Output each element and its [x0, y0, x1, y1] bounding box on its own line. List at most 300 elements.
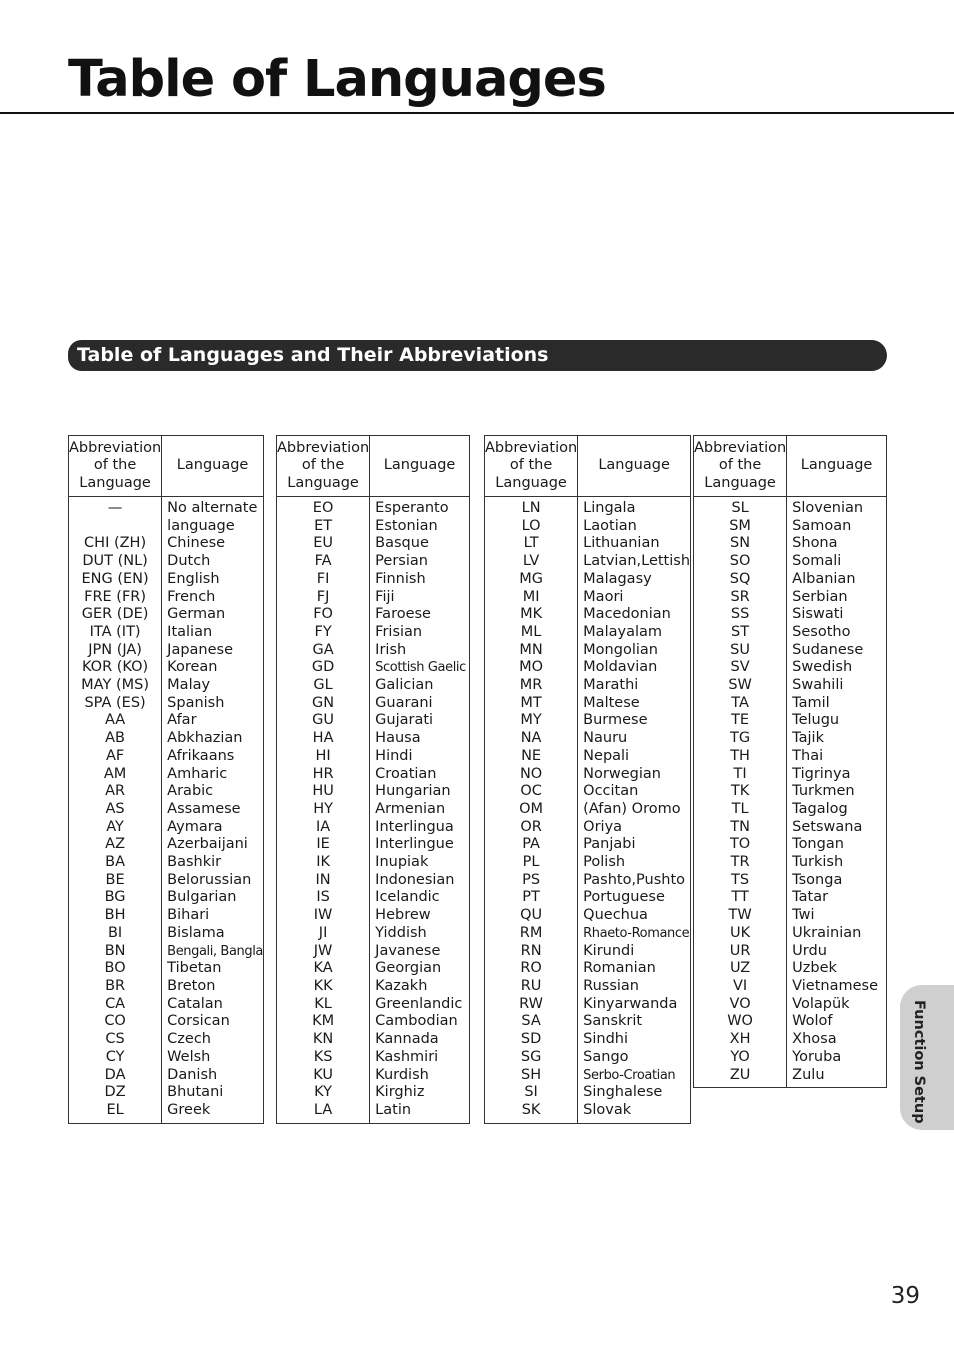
- table-row: [485, 695, 691, 713]
- table-row: [69, 535, 264, 553]
- abbreviation-cell: BH: [69, 907, 162, 925]
- table-row: [485, 943, 691, 961]
- language-cell: Lithuanian: [583, 535, 660, 552]
- abbreviation-cell: TS: [694, 872, 787, 890]
- abbreviation-header-line: of the: [718, 457, 762, 474]
- table-row: [69, 571, 264, 589]
- table-row: [694, 748, 887, 766]
- language-cell: Romanian: [583, 960, 656, 977]
- abbreviation-cell: IA: [277, 819, 370, 837]
- abbreviation-cell: CHI (ZH): [69, 535, 162, 553]
- abbreviation-cell: SO: [694, 553, 787, 571]
- table-row: [277, 766, 470, 784]
- table-row: [69, 801, 264, 819]
- abbreviation-cell: AB: [69, 730, 162, 748]
- language-cell: Hungarian: [375, 783, 451, 800]
- language-cell: Swahili: [792, 677, 844, 694]
- abbreviation-cell: SM: [694, 518, 787, 536]
- language-cell: Kirghiz: [375, 1084, 425, 1101]
- abbreviation-cell: TL: [694, 801, 787, 819]
- table-row: [485, 801, 691, 819]
- language-cell: Tsonga: [792, 871, 843, 888]
- abbreviation-cell: AA: [69, 712, 162, 730]
- table-row: [485, 766, 691, 784]
- language-cell: Sango: [583, 1048, 629, 1065]
- abbreviation-cell: TE: [694, 712, 787, 730]
- abbreviation-cell: OR: [485, 819, 578, 837]
- table-row: [485, 1102, 691, 1123]
- language-cell: Greek: [167, 1101, 211, 1118]
- abbreviation-cell: JI: [277, 925, 370, 943]
- table-row: [694, 1067, 887, 1088]
- language-cell: Hausa: [375, 730, 421, 747]
- language-cell: Sanskrit: [583, 1013, 643, 1030]
- language-cell: Cambodian: [375, 1013, 458, 1030]
- abbreviation-cell: AS: [69, 801, 162, 819]
- language-cell: Assamese: [167, 800, 241, 817]
- table-header-row: [69, 436, 264, 497]
- language-cell: Javanese: [375, 942, 441, 959]
- table-row: [277, 836, 470, 854]
- table-row: [485, 553, 691, 571]
- language-cell: Catalan: [167, 995, 223, 1012]
- language-cell: Bashkir: [167, 854, 222, 871]
- abbreviation-cell: LT: [485, 535, 578, 553]
- table-row: [277, 1031, 470, 1049]
- abbreviation-cell: KN: [277, 1031, 370, 1049]
- abbreviation-cell: KM: [277, 1013, 370, 1031]
- table-row: [694, 819, 887, 837]
- table-row: [694, 571, 887, 589]
- abbreviation-cell: VI: [694, 978, 787, 996]
- abbreviation-cell: LO: [485, 518, 578, 536]
- language-cell: Latin: [375, 1101, 412, 1118]
- abbreviation-header-line: of the: [509, 457, 553, 474]
- language-cell: English: [167, 570, 220, 587]
- table-row: [69, 642, 264, 660]
- abbreviation-cell: RU: [485, 978, 578, 996]
- abbreviation-cell: TR: [694, 854, 787, 872]
- language-cell: Afrikaans: [167, 747, 235, 764]
- table-row: [69, 624, 264, 642]
- language-cell: Inupiak: [375, 854, 429, 871]
- abbreviation-cell: PS: [485, 872, 578, 890]
- language-header: Language: [162, 436, 264, 497]
- abbreviation-cell: BE: [69, 872, 162, 890]
- table-row: [277, 624, 470, 642]
- abbreviation-cell: RM: [485, 925, 578, 943]
- language-cell: Aymara: [167, 818, 223, 835]
- table-row: [69, 589, 264, 607]
- abbreviation-cell: HA: [277, 730, 370, 748]
- table-header-row: [277, 436, 470, 497]
- table-row: [277, 730, 470, 748]
- abbreviation-cell: KU: [277, 1067, 370, 1085]
- abbreviation-cell: SI: [485, 1084, 578, 1102]
- abbreviation-cell: FRE (FR): [69, 589, 162, 607]
- language-cell: Welsh: [167, 1048, 211, 1065]
- abbreviation-cell: MG: [485, 571, 578, 589]
- language-cell: Sindhi: [583, 1031, 629, 1048]
- abbreviation-cell: GL: [277, 677, 370, 695]
- language-cell: Setswana: [792, 818, 863, 835]
- table-row: [277, 1102, 470, 1123]
- abbreviation-cell: MT: [485, 695, 578, 713]
- language-cell: Bengali, Bangla: [167, 943, 263, 959]
- abbreviation-cell: TI: [694, 766, 787, 784]
- abbreviation-cell: VO: [694, 996, 787, 1014]
- language-cell: Pashto,Pushto: [583, 871, 686, 888]
- abbreviation-cell: SD: [485, 1031, 578, 1049]
- language-cell: Turkish: [792, 854, 844, 871]
- abbreviation-header: [277, 436, 370, 497]
- abbreviation-cell: SA: [485, 1013, 578, 1031]
- language-cell: Finnish: [375, 570, 426, 587]
- language-cell: Ukrainian: [792, 924, 862, 941]
- table-row: [69, 889, 264, 907]
- abbreviation-cell: BG: [69, 889, 162, 907]
- language-cell: Somali: [792, 553, 842, 570]
- table-row: [694, 801, 887, 819]
- table-row: [694, 553, 887, 571]
- table-row: [694, 677, 887, 695]
- language-cell: Tigrinya: [792, 765, 851, 782]
- abbreviation-cell: EU: [277, 535, 370, 553]
- abbreviation-cell: SG: [485, 1049, 578, 1067]
- table-row: [69, 854, 264, 872]
- table-row: [485, 535, 691, 553]
- language-cell: Tibetan: [167, 960, 222, 977]
- table-row: [694, 783, 887, 801]
- table-row: [69, 783, 264, 801]
- table-row: [69, 748, 264, 766]
- table-row: [277, 872, 470, 890]
- table-row: [277, 783, 470, 801]
- abbreviation-cell: MN: [485, 642, 578, 660]
- language-cell: Kirundi: [583, 942, 635, 959]
- language-cell: Persian: [375, 553, 428, 570]
- language-cell: Singhalese: [583, 1084, 663, 1101]
- table-row: [277, 854, 470, 872]
- language-cell: Portuguese: [583, 889, 665, 906]
- table-row: [69, 943, 264, 961]
- table-row: [277, 659, 470, 677]
- table-row: [485, 872, 691, 890]
- abbreviation-cell: OM: [485, 801, 578, 819]
- table-row: [485, 836, 691, 854]
- language-cell: Telugu: [792, 712, 840, 729]
- table-row: [277, 712, 470, 730]
- abbreviation-cell: RO: [485, 960, 578, 978]
- language-cell: Albanian: [792, 570, 856, 587]
- table-row: [694, 996, 887, 1014]
- table-row: [485, 1013, 691, 1031]
- table-row: [69, 1067, 264, 1085]
- abbreviation-cell: PL: [485, 854, 578, 872]
- table-row: [694, 854, 887, 872]
- table-row: [485, 497, 691, 518]
- abbreviation-header-line: of the: [301, 457, 345, 474]
- abbreviation-cell: SS: [694, 606, 787, 624]
- table-row: [485, 659, 691, 677]
- language-cell: Hindi: [375, 747, 413, 764]
- language-cell: Tongan: [792, 836, 844, 853]
- language-cell: Belorussian: [167, 871, 252, 888]
- language-cell: Bihari: [167, 907, 210, 924]
- language-cell: Occitan: [583, 783, 639, 800]
- language-cell: Dutch: [167, 553, 211, 570]
- table-row: [694, 730, 887, 748]
- abbreviation-cell: TN: [694, 819, 787, 837]
- table-row: [485, 518, 691, 536]
- language-cell: Armenian: [375, 800, 446, 817]
- table-row: [277, 1049, 470, 1067]
- table-row: [277, 1084, 470, 1102]
- language-cell: Georgian: [375, 960, 442, 977]
- abbreviation-cell: IS: [277, 889, 370, 907]
- table-row: [277, 907, 470, 925]
- table-row: [277, 819, 470, 837]
- language-table-1: [68, 435, 264, 1124]
- table-row: [277, 889, 470, 907]
- language-cell: Kazakh: [375, 977, 428, 994]
- table-row: [485, 748, 691, 766]
- abbreviation-cell: KA: [277, 960, 370, 978]
- abbreviation-header-line: Language: [704, 474, 776, 491]
- table-row: [694, 1049, 887, 1067]
- table-row: [69, 1084, 264, 1102]
- abbreviation-cell: FI: [277, 571, 370, 589]
- table-row: [277, 801, 470, 819]
- table-row: [694, 606, 887, 624]
- table-header-row: [485, 436, 691, 497]
- table-row: [485, 1084, 691, 1102]
- table-row: [277, 589, 470, 607]
- language-cell: Shona: [792, 535, 838, 552]
- table-row: [694, 624, 887, 642]
- abbreviation-header-line: Language: [495, 474, 567, 491]
- abbreviation-cell: AM: [69, 766, 162, 784]
- abbreviation-cell: TA: [694, 695, 787, 713]
- abbreviation-cell: SN: [694, 535, 787, 553]
- language-cell: Oriya: [583, 818, 623, 835]
- abbreviation-cell: SH: [485, 1067, 578, 1085]
- abbreviation-cell: ZU: [694, 1067, 787, 1088]
- abbreviation-cell: TK: [694, 783, 787, 801]
- table-row: [69, 553, 264, 571]
- table-row: [277, 535, 470, 553]
- language-cell: Japanese: [167, 641, 234, 658]
- table-row: [485, 589, 691, 607]
- table-row: [69, 978, 264, 996]
- table-row: [69, 872, 264, 890]
- language-cell: Malayalam: [583, 623, 662, 640]
- abbreviation-cell: —: [69, 497, 162, 536]
- language-cell: Interlingue: [375, 836, 454, 853]
- abbreviation-cell: AZ: [69, 836, 162, 854]
- abbreviation-cell: RN: [485, 943, 578, 961]
- abbreviation-cell: LV: [485, 553, 578, 571]
- abbreviation-cell: NO: [485, 766, 578, 784]
- table-row: [694, 642, 887, 660]
- language-cell: Uzbek: [792, 960, 837, 977]
- language-cell: Breton: [167, 977, 216, 994]
- language-cell: Slovenian: [792, 500, 864, 516]
- table-row: [69, 677, 264, 695]
- language-cell: Rhaeto-Romance: [583, 925, 690, 941]
- abbreviation-cell: TO: [694, 836, 787, 854]
- abbreviation-cell: ST: [694, 624, 787, 642]
- language-cell: Yiddish: [375, 924, 427, 941]
- abbreviation-cell: IE: [277, 836, 370, 854]
- abbreviation-cell: UR: [694, 943, 787, 961]
- table-row: [277, 642, 470, 660]
- language-cell: Bulgarian: [167, 889, 237, 906]
- table-row: [694, 1013, 887, 1031]
- language-cell: Danish: [167, 1066, 218, 1083]
- table-row: [277, 1013, 470, 1031]
- abbreviation-cell: HI: [277, 748, 370, 766]
- language-cell: Croatian: [375, 765, 437, 782]
- abbreviation-cell: SW: [694, 677, 787, 695]
- abbreviation-cell: KS: [277, 1049, 370, 1067]
- language-cell: Scottish Gaelic: [375, 660, 466, 676]
- abbreviation-header: [694, 436, 787, 497]
- abbreviation-cell: DA: [69, 1067, 162, 1085]
- language-cell: Guarani: [375, 694, 433, 711]
- abbreviation-cell: TW: [694, 907, 787, 925]
- table-row: [694, 535, 887, 553]
- language-cell: Interlingua: [375, 818, 454, 835]
- language-cell: Xhosa: [792, 1031, 837, 1048]
- abbreviation-cell: HY: [277, 801, 370, 819]
- abbreviation-cell: AY: [69, 819, 162, 837]
- abbreviation-cell: BI: [69, 925, 162, 943]
- language-cell: French: [167, 588, 216, 605]
- table-row: [69, 996, 264, 1014]
- language-cell: German: [167, 606, 226, 623]
- language-cell: Malagasy: [583, 570, 652, 587]
- language-cell: (Afan) Oromo: [583, 800, 681, 817]
- language-cell: Kashmiri: [375, 1048, 439, 1065]
- language-cell: Frisian: [375, 623, 423, 640]
- table-row: [69, 695, 264, 713]
- abbreviation-cell: ITA (IT): [69, 624, 162, 642]
- language-cell: Fiji: [375, 588, 395, 605]
- language-cell: Norwegian: [583, 765, 661, 782]
- page-number: 39: [890, 1283, 920, 1309]
- abbreviation-cell: EL: [69, 1102, 162, 1123]
- abbreviation-cell: GU: [277, 712, 370, 730]
- table-row: [69, 766, 264, 784]
- abbreviation-header-line: Language: [79, 474, 151, 491]
- table-row: [69, 606, 264, 624]
- language-cell: Twi: [792, 907, 815, 924]
- table-row: [694, 836, 887, 854]
- abbreviation-cell: MAY (MS): [69, 677, 162, 695]
- side-tab-label: Function Setup: [911, 1000, 927, 1124]
- abbreviation-cell: MY: [485, 712, 578, 730]
- table-row: [69, 1102, 264, 1123]
- language-cell: Lingala: [583, 500, 636, 516]
- table-row: [485, 730, 691, 748]
- language-cell: Bhutani: [167, 1084, 224, 1101]
- table-row: [277, 1067, 470, 1085]
- table-row: [69, 925, 264, 943]
- language-cell: Tatar: [792, 889, 829, 906]
- table-row: [694, 960, 887, 978]
- table-row: [69, 1013, 264, 1031]
- page-title: Table of Languages: [68, 50, 606, 109]
- language-cell: Serbo-Croatian: [583, 1067, 676, 1083]
- table-row: [485, 996, 691, 1014]
- table-row: [485, 571, 691, 589]
- language-cell: Estonian: [375, 517, 438, 534]
- section-title: Table of Languages and Their Abbreviations: [68, 340, 887, 371]
- language-cell: Mongolian: [583, 641, 658, 658]
- table-row: [485, 819, 691, 837]
- abbreviation-cell: HR: [277, 766, 370, 784]
- table-row: [485, 960, 691, 978]
- table-row: [277, 497, 470, 518]
- table-row: [694, 1031, 887, 1049]
- abbreviation-cell: GD: [277, 659, 370, 677]
- abbreviation-cell: CO: [69, 1013, 162, 1031]
- language-cell: Icelandic: [375, 889, 440, 906]
- language-cell: Faroese: [375, 606, 431, 623]
- abbreviation-cell: MK: [485, 606, 578, 624]
- language-cell: Russian: [583, 977, 639, 994]
- abbreviation-cell: SV: [694, 659, 787, 677]
- language-header: Language: [787, 436, 887, 497]
- language-cell: Thai: [792, 747, 824, 764]
- table-row: [277, 925, 470, 943]
- language-cell: Burmese: [583, 712, 648, 729]
- abbreviation-cell: DUT (NL): [69, 553, 162, 571]
- language-cell: Slovak: [583, 1101, 632, 1118]
- language-cell: Arabic: [167, 783, 214, 800]
- language-cell: Quechua: [583, 907, 648, 924]
- abbreviation-cell: KK: [277, 978, 370, 996]
- language-cell: Zulu: [792, 1066, 825, 1083]
- abbreviation-cell: SK: [485, 1102, 578, 1123]
- table-row: [485, 642, 691, 660]
- language-cell: Czech: [167, 1031, 211, 1048]
- language-cell: Irish: [375, 641, 407, 658]
- abbreviation-cell: BR: [69, 978, 162, 996]
- language-cell: Gujarati: [375, 712, 434, 729]
- abbreviation-cell: SL: [694, 497, 787, 518]
- language-cell: Siswati: [792, 606, 844, 623]
- abbreviation-cell: IK: [277, 854, 370, 872]
- table-row: [69, 907, 264, 925]
- abbreviation-cell: FA: [277, 553, 370, 571]
- table-row: [694, 872, 887, 890]
- table-row: [485, 907, 691, 925]
- language-cell: Tajik: [792, 730, 824, 747]
- language-cell: Sesotho: [792, 623, 851, 640]
- abbreviation-cell: IW: [277, 907, 370, 925]
- table-row: [69, 819, 264, 837]
- table-row: [694, 907, 887, 925]
- table-row: [69, 836, 264, 854]
- table-row: [69, 1031, 264, 1049]
- language-cell: Italian: [167, 623, 213, 640]
- language-cell: Marathi: [583, 677, 639, 694]
- abbreviation-cell: NE: [485, 748, 578, 766]
- language-cell: Laotian: [583, 517, 637, 534]
- abbreviation-cell: NA: [485, 730, 578, 748]
